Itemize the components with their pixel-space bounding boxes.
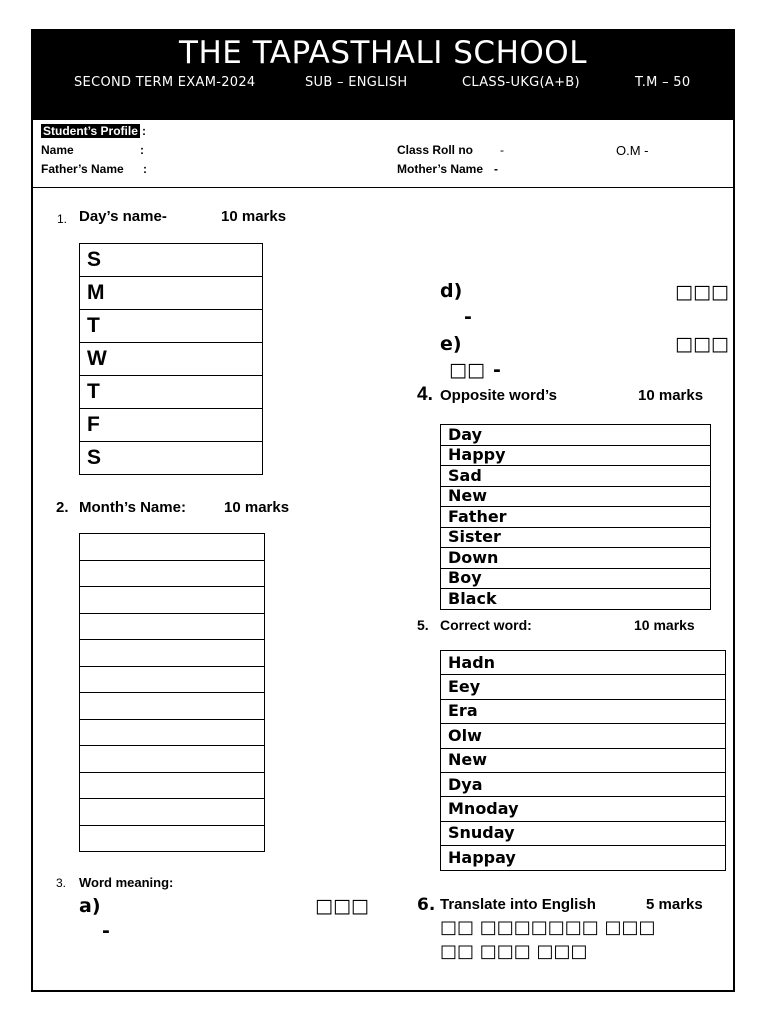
father-colon: : [143, 162, 147, 176]
q3-e-word: □□□ [675, 333, 729, 355]
jumbled-word: New [441, 748, 726, 772]
table-row [80, 534, 265, 561]
month-cell[interactable] [80, 560, 265, 587]
month-cell[interactable] [80, 746, 265, 773]
q3-a-dash: - [102, 920, 110, 942]
table-row [80, 409, 263, 442]
q1-marks: 10 marks [221, 208, 287, 225]
table-row [80, 277, 263, 310]
table-row [80, 376, 263, 409]
table-row [441, 772, 726, 796]
exam-sheet [31, 29, 735, 992]
subject: SUB – ENGLISH [305, 75, 408, 90]
table-row [441, 821, 726, 845]
month-cell[interactable] [80, 772, 265, 799]
table-row [441, 589, 711, 610]
name-label: Name [41, 143, 74, 157]
q3-a-label: a) [79, 895, 101, 917]
jumbled-word: Snuday [441, 821, 726, 845]
jumbled-word: Olw [441, 724, 726, 748]
table-row [441, 675, 726, 699]
table-row [441, 724, 726, 748]
exam-name: SECOND TERM EXAM-2024 [74, 75, 256, 90]
months-table [79, 533, 265, 852]
q1-title: Day’s name- [79, 208, 167, 225]
q4-marks: 10 marks [638, 387, 704, 404]
table-row [80, 560, 265, 587]
table-row [80, 244, 263, 277]
month-cell[interactable] [80, 640, 265, 667]
opposite-word: Day [441, 425, 711, 446]
table-row [80, 343, 263, 376]
roll-dash: - [500, 143, 504, 157]
table-row [80, 746, 265, 773]
q2-number: 2. [56, 499, 69, 516]
q3-e-dash: - [493, 359, 501, 381]
opposite-word: Happy [441, 445, 711, 466]
q4-title: Opposite word’s [440, 387, 557, 404]
total-marks: T.M – 50 [635, 75, 691, 90]
table-row [441, 466, 711, 487]
q3-number: 3. [56, 876, 67, 890]
roll-label: Class Roll no [397, 143, 474, 157]
opposite-words-table [440, 424, 711, 610]
q3-d-word: □□□ [675, 281, 729, 303]
om-label: O.M - [616, 143, 649, 158]
day-letter: S [80, 244, 263, 277]
month-cell[interactable] [80, 666, 265, 693]
profile-heading: Student’s Profile [43, 124, 138, 138]
table-row [80, 640, 265, 667]
month-cell[interactable] [80, 799, 265, 826]
table-row [441, 797, 726, 821]
day-letter: T [80, 376, 263, 409]
school-name: THE TAPASTHALI SCHOOL [179, 35, 587, 71]
table-row [80, 693, 265, 720]
q2-marks: 10 marks [224, 499, 290, 516]
q3-d-label: d) [440, 280, 463, 302]
day-letter: S [80, 442, 263, 475]
days-table [79, 243, 263, 475]
q6-line-2: □□ □□□ □□□ [440, 941, 588, 962]
q6-line-1: □□ □□□□□□□ □□□ [440, 917, 656, 938]
opposite-word: Sad [441, 466, 711, 487]
day-letter: W [80, 343, 263, 376]
opposite-word: Black [441, 589, 711, 610]
jumbled-word: Dya [441, 772, 726, 796]
table-row [441, 486, 711, 507]
table-row [80, 719, 265, 746]
day-letter: F [80, 409, 263, 442]
month-cell[interactable] [80, 693, 265, 720]
q3-d-dash: - [464, 306, 472, 328]
exam-header [33, 31, 733, 120]
q3-e-word-2: □□ [449, 359, 485, 381]
opposite-word: Boy [441, 568, 711, 589]
table-row [80, 310, 263, 343]
q6-marks: 5 marks [646, 896, 703, 913]
table-row [80, 799, 265, 826]
month-cell[interactable] [80, 613, 265, 640]
table-row [441, 651, 726, 675]
q5-marks: 10 marks [634, 617, 695, 633]
q5-title: Correct word: [440, 617, 532, 633]
table-row [441, 748, 726, 772]
class-name: CLASS-UKG(A+B) [462, 75, 580, 90]
table-row [441, 425, 711, 446]
jumbled-word: Mnoday [441, 797, 726, 821]
table-row [80, 613, 265, 640]
opposite-word: Sister [441, 527, 711, 548]
table-row [441, 548, 711, 569]
father-label: Father’s Name [41, 162, 124, 176]
student-profile [33, 120, 733, 188]
month-cell[interactable] [80, 825, 265, 852]
table-row [441, 568, 711, 589]
q4-number: 4. [417, 384, 433, 405]
opposite-word: New [441, 486, 711, 507]
mother-label: Mother’s Name [397, 162, 484, 176]
table-row [80, 587, 265, 614]
table-row [80, 825, 265, 852]
table-row [441, 846, 726, 870]
profile-colon: : [142, 124, 146, 138]
day-letter: T [80, 310, 263, 343]
correct-words-table [440, 650, 726, 871]
month-cell[interactable] [80, 587, 265, 614]
q3-title: Word meaning: [79, 875, 174, 890]
table-row [80, 666, 265, 693]
table-row [441, 445, 711, 466]
table-row [441, 527, 711, 548]
q6-number: 6. [417, 895, 436, 915]
day-letter: M [80, 277, 263, 310]
jumbled-word: Happay [441, 846, 726, 870]
opposite-word: Down [441, 548, 711, 569]
table-row [80, 442, 263, 475]
month-cell[interactable] [80, 534, 265, 561]
opposite-word: Father [441, 507, 711, 528]
table-row [80, 772, 265, 799]
jumbled-word: Eey [441, 675, 726, 699]
name-colon: : [140, 143, 144, 157]
jumbled-word: Hadn [441, 651, 726, 675]
mother-dash: - [494, 162, 498, 176]
q1-number: 1. [57, 212, 68, 226]
q2-title: Month’s Name: [79, 499, 186, 516]
month-cell[interactable] [80, 719, 265, 746]
q6-title: Translate into English [440, 896, 596, 913]
table-row [441, 507, 711, 528]
q3-e-label: e) [440, 333, 462, 355]
table-row [441, 699, 726, 723]
jumbled-word: Era [441, 699, 726, 723]
q5-number: 5. [417, 617, 429, 633]
q3-a-word: □□□ [315, 895, 369, 917]
